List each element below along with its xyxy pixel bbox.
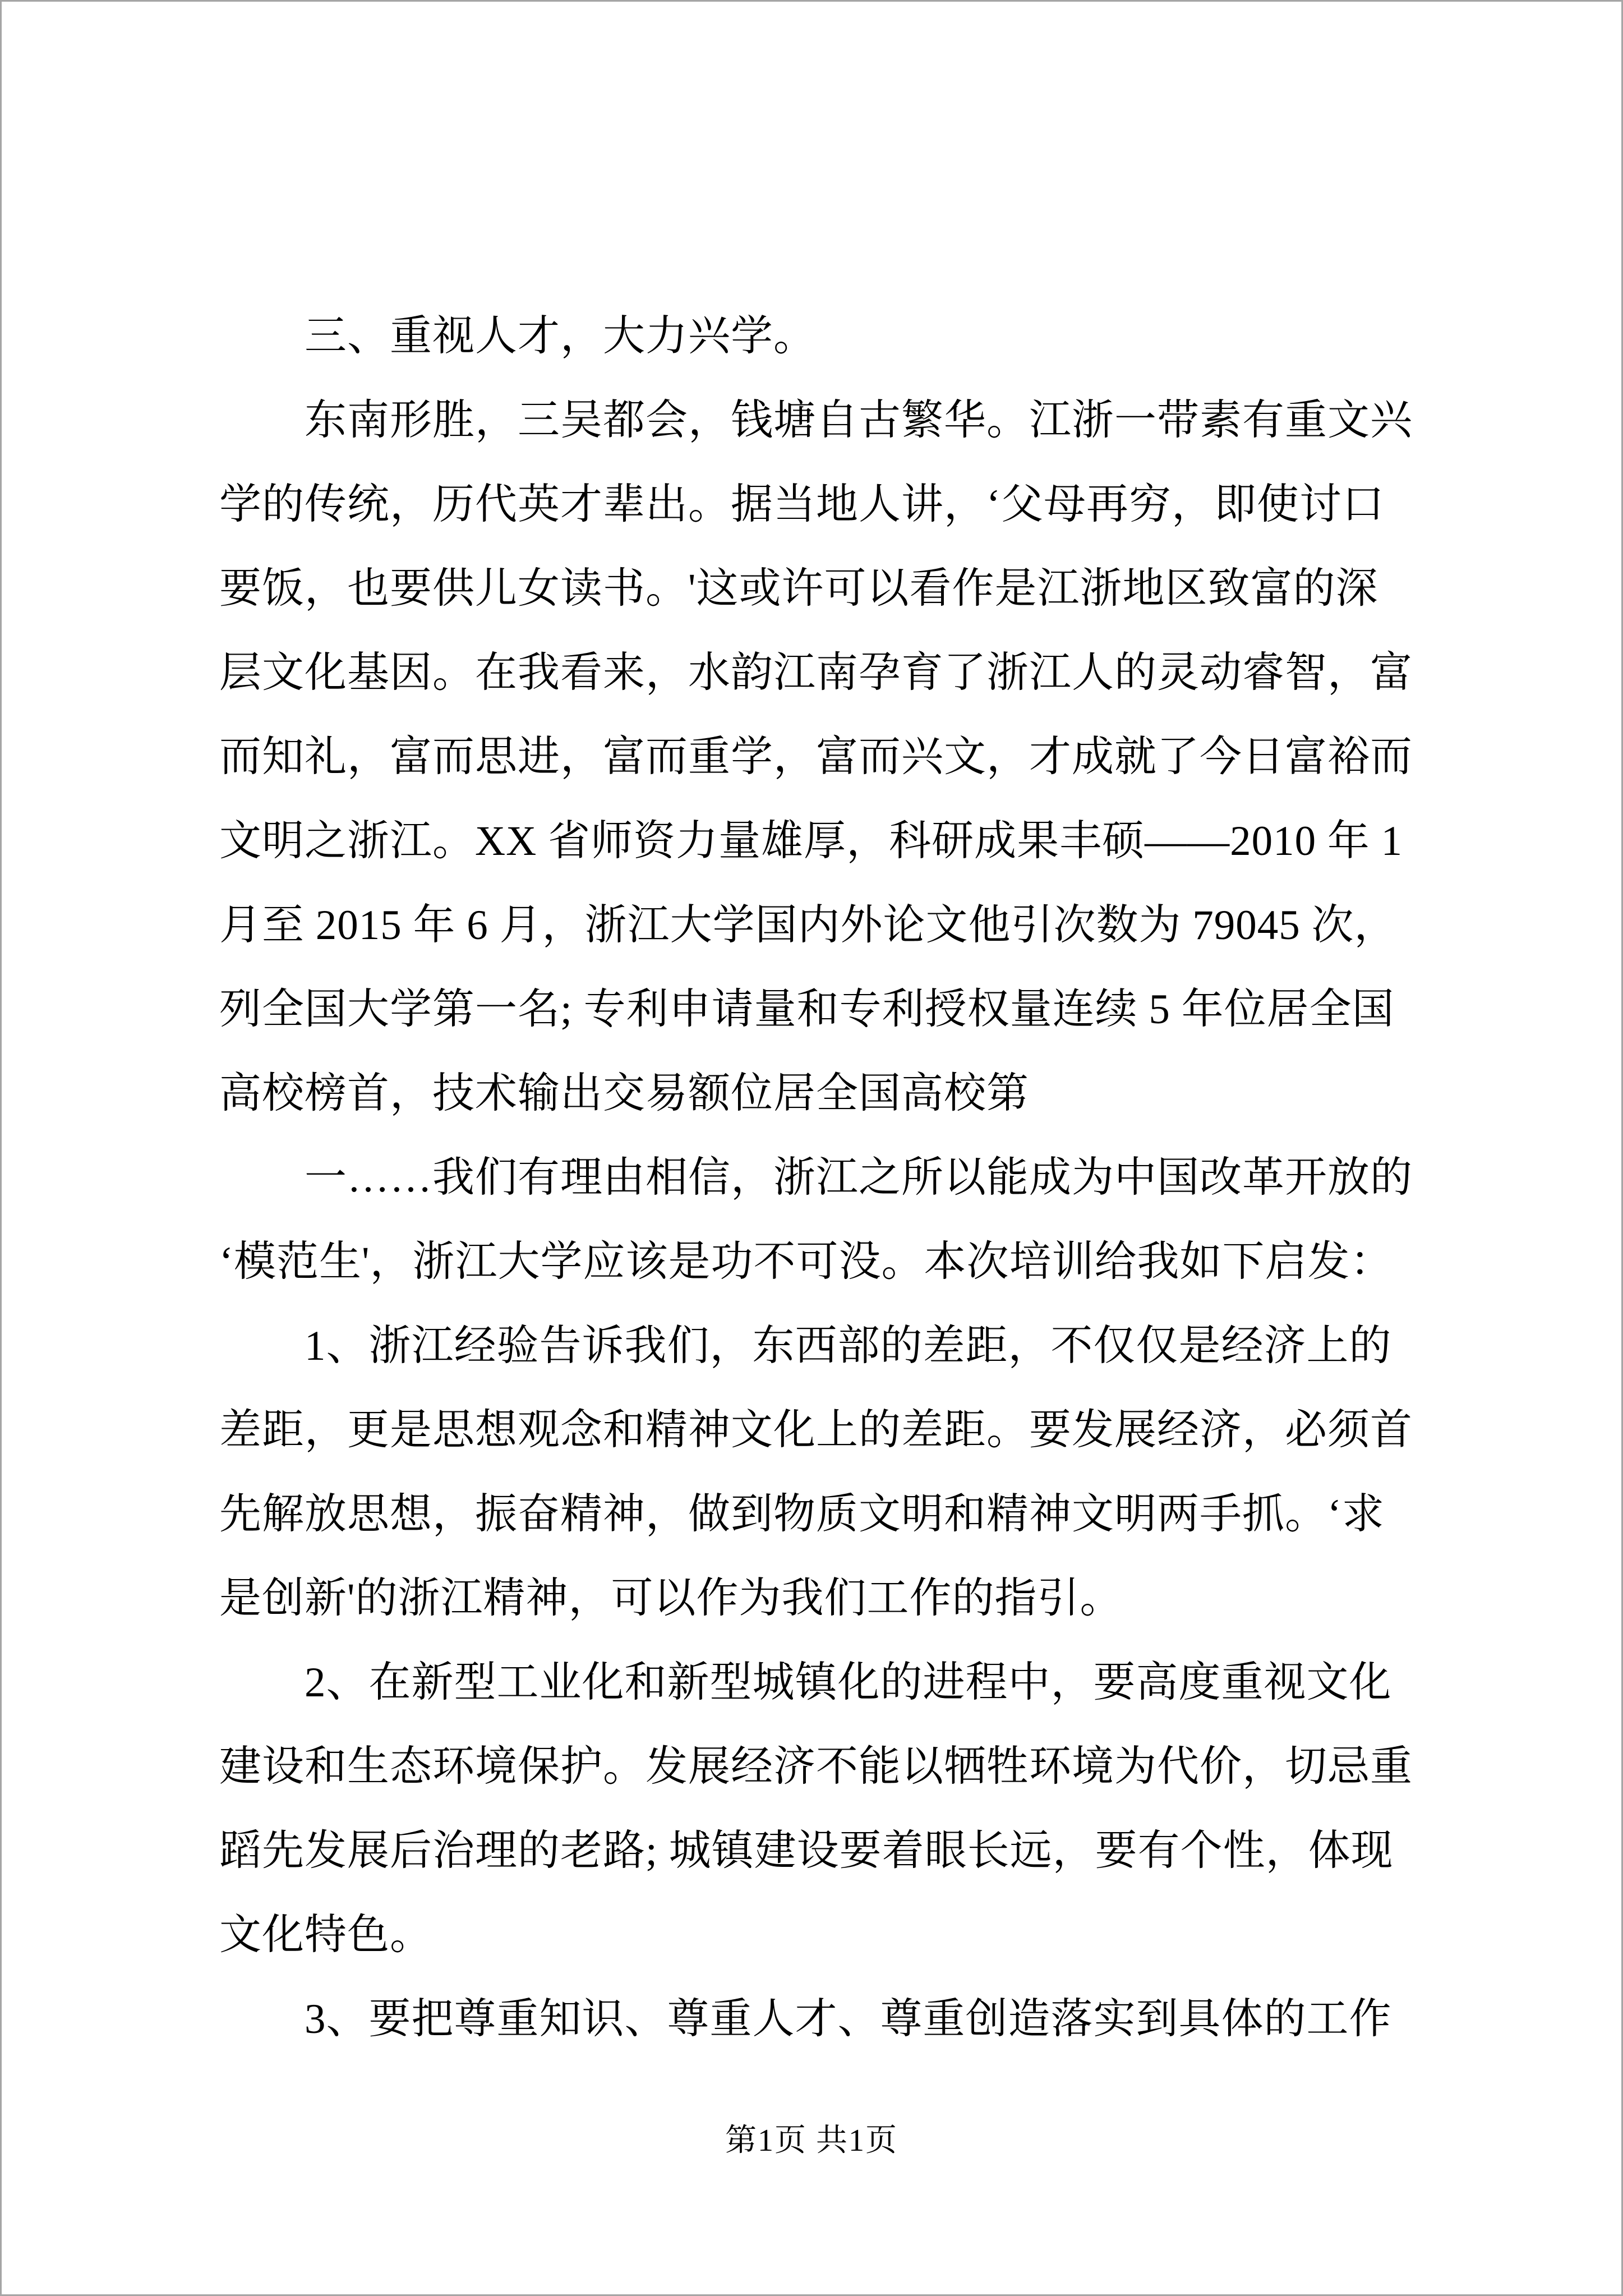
text-line: 文明之浙江。XX 省师资力量雄厚，科研成果丰硕——2010 年 1	[219, 818, 1403, 864]
text-line: 东南形胜，三吴都会，钱塘自古繁华。江浙一带素有重文兴	[305, 397, 1413, 444]
text-line: 三、重视人才，大力兴学。	[305, 313, 817, 360]
text-line: 文化特色。	[219, 1912, 433, 1958]
text-line: 2、在新型工业化和新型城镇化的进程中，要高度重视文化	[305, 1659, 1392, 1706]
text-line: 3、要把尊重知识、尊重人才、尊重创造落实到具体的工作	[305, 1996, 1392, 2042]
text-line: 高校榜首，技术输出交易额位居全国高校第	[219, 1070, 1030, 1117]
text-line: 建设和生态环境保护。发展经济不能以牺牲环境为代价，切忌重	[219, 1743, 1413, 1790]
text-line: 是创新'的浙江精神，可以作为我们工作的指引。	[219, 1575, 1123, 1622]
text-line: 学的传统，历代英才辈出。据当地人讲，‘父母再穷，即使讨口	[219, 481, 1385, 528]
text-line: 一……我们有理由相信，浙江之所以能成为中国改革开放的	[305, 1154, 1413, 1201]
page-number-footer: 第1页 共1页	[725, 2123, 898, 2158]
text-line: 月至 2015 年 6 月，浙江大学国内外论文他引次数为 79045 次，	[219, 902, 1397, 949]
text-line: 列全国大学第一名; 专利申请量和专利授权量连续 5 年位居全国	[219, 986, 1395, 1033]
text-line: 差距，更是思想观念和精神文化上的差距。要发展经济，必须首	[219, 1407, 1413, 1453]
text-line: 而知礼，富而思进，富而重学，富而兴文，才成就了今日富裕而	[219, 734, 1413, 780]
text-line: 要饭，也要供儿女读书。'这或许可以看作是江浙地区致富的深	[219, 565, 1378, 612]
text-line: 1、浙江经验告诉我们，东西部的差距，不仅仅是经济上的	[305, 1323, 1392, 1369]
text-lines	[219, 295, 1412, 2062]
text-line: 先解放思想，振奋精神，做到物质文明和精神文明两手抓。‘求	[219, 1491, 1385, 1538]
text-line: 层文化基因。在我看来，水韵江南孕育了浙江人的灵动睿智，富	[219, 650, 1413, 696]
text-line: ‘模范生'，浙江大学应该是功不可没。本次培训给我如下启发：	[219, 1239, 1393, 1285]
text-line: 蹈先发展后治理的老路; 城镇建设要着眼长远，要有个性，体现	[219, 1828, 1394, 1874]
